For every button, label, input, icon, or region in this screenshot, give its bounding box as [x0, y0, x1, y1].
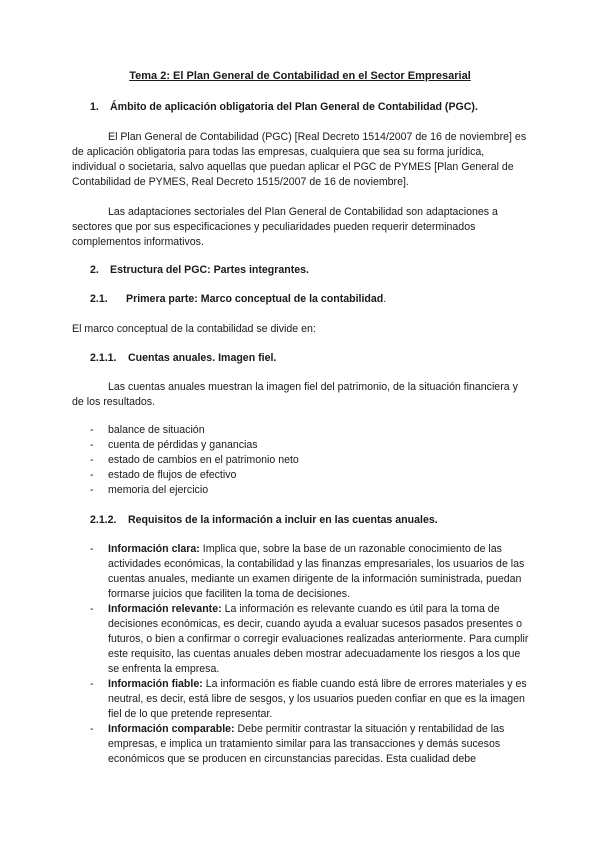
list-item: - memoria del ejercicio — [72, 483, 530, 498]
section-1-paragraph-1: El Plan General de Contabilidad (PGC) [Real Decreto 1514/2007 de 16 de noviembre] es de aplicación obligatoria para todas las empresas, cualquiera que sea su forma jurídica, individual o societaria, salvo aquellas que puedan aplicar el PGC de PYMES [Plan General de Contabilidad de PYMES, Real Decreto 1515/2007 de 16 de noviembre]. — [72, 131, 527, 188]
list-item — [72, 722, 530, 767]
section-2-1-1-title: Cuentas anuales. Imagen fiel. — [128, 352, 277, 364]
section-1-title: Ámbito de aplicación obligatoria del Plan General de Contabilidad (PGC). — [110, 101, 478, 113]
section-2-1-1-heading — [90, 351, 276, 366]
definition: Implica que, sobre la base de un razonable conocimiento de las actividades económicas, la contabilidad y las finanzas empresariales, los usuarios de las cuentas anuales, mediante un examen dirigente de la información suministrada, puedan formarse juicios que faciliten la toma de decisiones. — [108, 543, 525, 600]
definition: La información es fiable cuando está libre de errores materiales y es neutral, es decir, está libre de sesgos, y los usuarios pueden confiar en que es la imagen fiel de lo que pretende representar. — [108, 678, 527, 720]
cuentas-anuales-paragraph: Las cuentas anuales muestran la imagen fiel del patrimonio, de la situación financiera y de los resultados. — [72, 381, 518, 408]
section-2-heading — [90, 263, 309, 278]
term: Información relevante: — [108, 603, 222, 615]
list-item: - estado de flujos de efectivo — [72, 468, 530, 483]
section-1-number: 1. — [90, 101, 99, 113]
list-item: - balance de situación — [72, 423, 530, 438]
list-item — [72, 602, 530, 677]
section-2-1-number: 2.1. — [90, 293, 108, 305]
list-item — [72, 677, 530, 722]
list-item: - estado de cambios en el patrimonio neto — [72, 453, 530, 468]
term: Información fiable: — [108, 678, 203, 690]
section-2-1-title: Primera parte: Marco conceptual de la contabilidad — [126, 293, 384, 305]
section-2-1-2-heading — [90, 513, 438, 528]
section-1-heading — [90, 100, 478, 115]
definition: La información es relevante cuando es útil para la toma de decisiones económicas, es decir, cuando ayuda a evaluar sucesos pasados presentes o futuros, o bien a confirmar o corregir evaluaciones realizadas anteriormente. Para cumplir este requisito, las cuentas anuales deben mostrar adecuadamente los riesgos a los que se enfrenta la empresa. — [108, 603, 529, 675]
section-2-1-2-title: Requisitos de la información a incluir en las cuentas anuales. — [128, 514, 438, 526]
list-item — [72, 542, 530, 602]
term: Información clara: — [108, 543, 200, 555]
section-2-1-2-number: 2.1.2. — [90, 514, 117, 526]
section-2-1-heading — [90, 292, 386, 307]
requisitos-list — [72, 542, 530, 767]
section-1-paragraph-2: Las adaptaciones sectoriales del Plan General de Contabilidad son adaptaciones a sectores que por sus especificaciones y peculiaridades pueden requerir determinados complementos informativos. — [72, 206, 498, 248]
term: Información comparable: — [108, 723, 235, 735]
marco-intro: El marco conceptual de la contabilidad se divide en: — [72, 323, 316, 335]
section-2-title: Estructura del PGC: Partes integrantes. — [110, 264, 309, 276]
section-2-1-period: . — [383, 293, 387, 305]
definition: Debe permitir contrastar la situación y rentabilidad de las empresas, e implica un tratamiento similar para las transacciones y demás sucesos económicos que se producen en circunstancias parecidas. Esta cualidad debe — [108, 723, 505, 765]
section-2-1-1-number: 2.1.1. — [90, 352, 117, 364]
section-2-number: 2. — [90, 264, 99, 276]
document-title: Tema 2: El Plan General de Contabilidad en el Sector Empresarial — [129, 70, 471, 82]
cuentas-anuales-list — [72, 423, 530, 498]
list-item: - cuenta de pérdidas y ganancias — [72, 438, 530, 453]
